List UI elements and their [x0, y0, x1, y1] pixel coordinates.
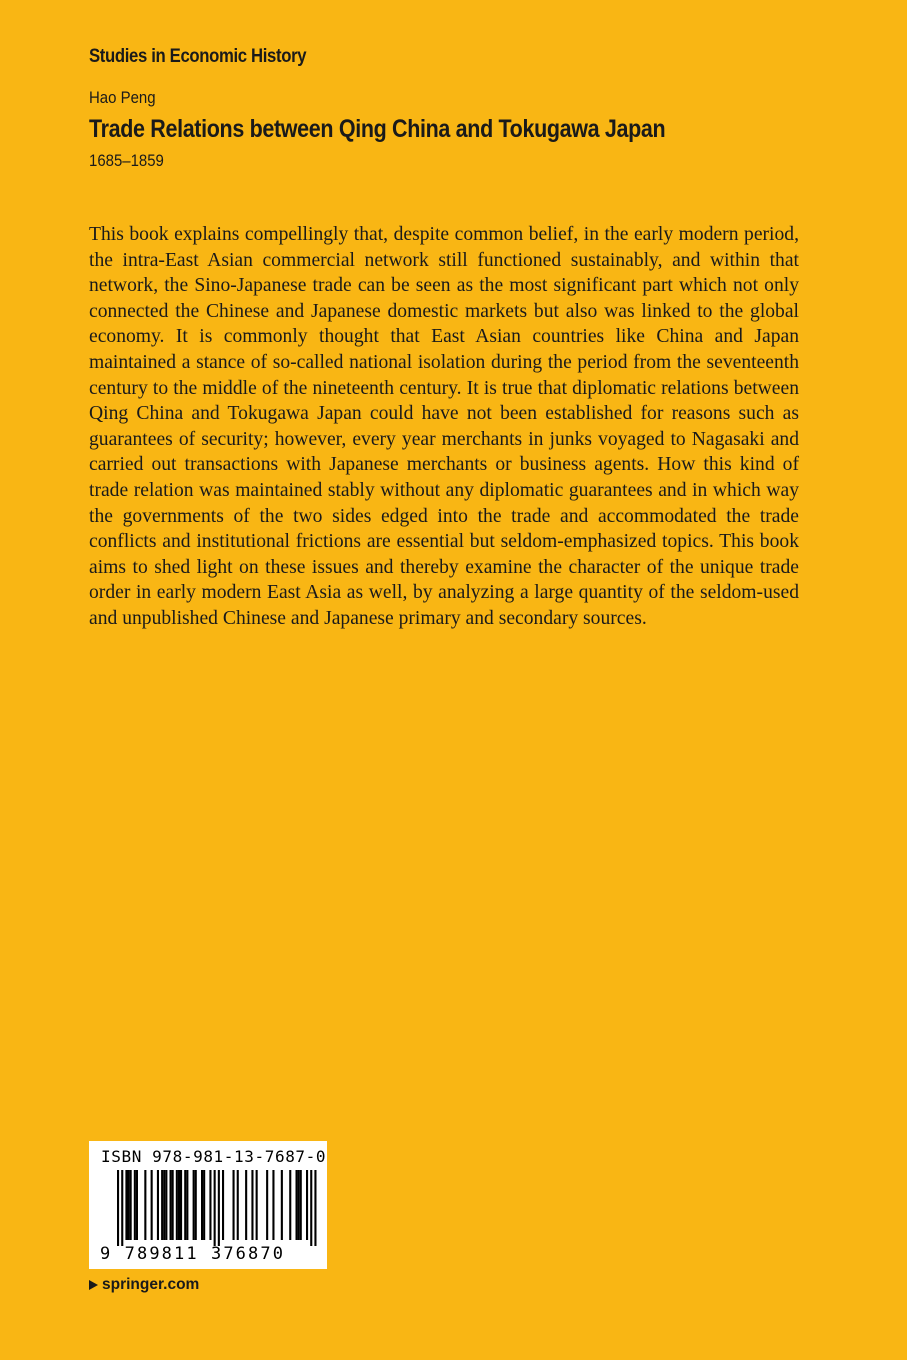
barcode-guard-bar	[310, 1170, 312, 1246]
barcode-bar	[136, 1170, 138, 1240]
arrow-right-icon	[89, 1280, 98, 1290]
springer-link-text[interactable]: springer.com	[102, 1276, 200, 1293]
barcode-bar	[130, 1170, 132, 1240]
ean-digits: 9 789811 376870	[100, 1244, 286, 1264]
series-title: Studies in Economic History	[89, 46, 307, 67]
barcode-bar	[180, 1170, 182, 1240]
barcode-bar	[125, 1170, 127, 1240]
barcode-bar	[157, 1170, 159, 1240]
barcode-guard-bar	[218, 1170, 220, 1246]
barcode-bar	[161, 1170, 163, 1240]
barcode-bar	[245, 1170, 247, 1240]
barcode-bar	[184, 1170, 186, 1240]
barcode-bar	[222, 1170, 224, 1240]
barcode-bar	[128, 1170, 130, 1240]
barcode-bar	[144, 1170, 146, 1240]
barcode-bar	[134, 1170, 136, 1240]
barcode-bar	[193, 1170, 195, 1240]
barcode-bar	[296, 1170, 298, 1240]
barcode-bar	[251, 1170, 253, 1240]
barcode-bar	[163, 1170, 165, 1240]
barcode-bar	[306, 1170, 308, 1240]
barcode-guard-bar	[117, 1170, 119, 1246]
book-description: This book explains compellingly that, despite common belief, in the early modern period, the intra-East Asian commercial network still functioned sustainably, and within that network, the Sino-Japanese trade can be seen as the most significant part which not only connected the Chinese and Japanese domestic markets but also was linked to the global economy. It is commonly thought that East Asian countries like China and Japan maintained a stance of so-called national isolation during the period from the seventeenth century to the middle of the nineteenth century. It is true that diplomatic relations between Qing China and Tokugawa Japan could have not been established for reasons such as guarantees of security; however, every year merchants in junks voyaged to Nagasaki and carried out transactions with Japanese merchants or business agents. How this kind of trade relation was maintained stably without any diplomatic guarantees and in which way the governments of the two sides edged into the trade and accommodated the trade conflicts and institutional frictions are essential but seldom-emphasized topics. This book aims to shed light on these issues and thereby examine the character of the unique trade order in early modern East Asia as well, by analyzing a large quantity of the seldom-used and unpublished Chinese and Japanese primary and secondary sources.	[89, 224, 799, 629]
barcode-bar	[289, 1170, 291, 1240]
barcode-bar	[233, 1170, 235, 1240]
barcode-bar	[237, 1170, 239, 1240]
author-name: Hao Peng	[89, 88, 156, 107]
barcode-bar	[195, 1170, 197, 1240]
barcode-bar	[209, 1170, 211, 1240]
barcode-bar	[172, 1170, 174, 1240]
isbn-barcode	[89, 1141, 327, 1269]
barcode-bar	[256, 1170, 258, 1240]
barcode-bar	[266, 1170, 268, 1240]
book-years: 1685–1859	[89, 151, 164, 170]
barcode-bar	[151, 1170, 153, 1240]
barcode-bar	[201, 1170, 203, 1240]
barcode-bar	[272, 1170, 274, 1240]
barcode-bar	[298, 1170, 300, 1240]
barcode-bar	[176, 1170, 178, 1240]
barcode-bar	[165, 1170, 167, 1240]
barcode-bar	[281, 1170, 283, 1240]
barcode-guard-bar	[121, 1170, 123, 1246]
barcode-guard-bar	[314, 1170, 316, 1246]
barcode-bar	[178, 1170, 180, 1240]
springer-link[interactable]	[89, 1276, 199, 1294]
barcode-bar	[203, 1170, 205, 1240]
isbn-label: ISBN 978-981-13-7687-0	[101, 1147, 327, 1166]
barcode-bar	[186, 1170, 188, 1240]
barcode-bar	[300, 1170, 302, 1240]
barcode-guard-bar	[214, 1170, 216, 1246]
book-title: Trade Relations between Qing China and Tokugawa Japan	[89, 115, 666, 143]
barcode-bar	[170, 1170, 172, 1240]
